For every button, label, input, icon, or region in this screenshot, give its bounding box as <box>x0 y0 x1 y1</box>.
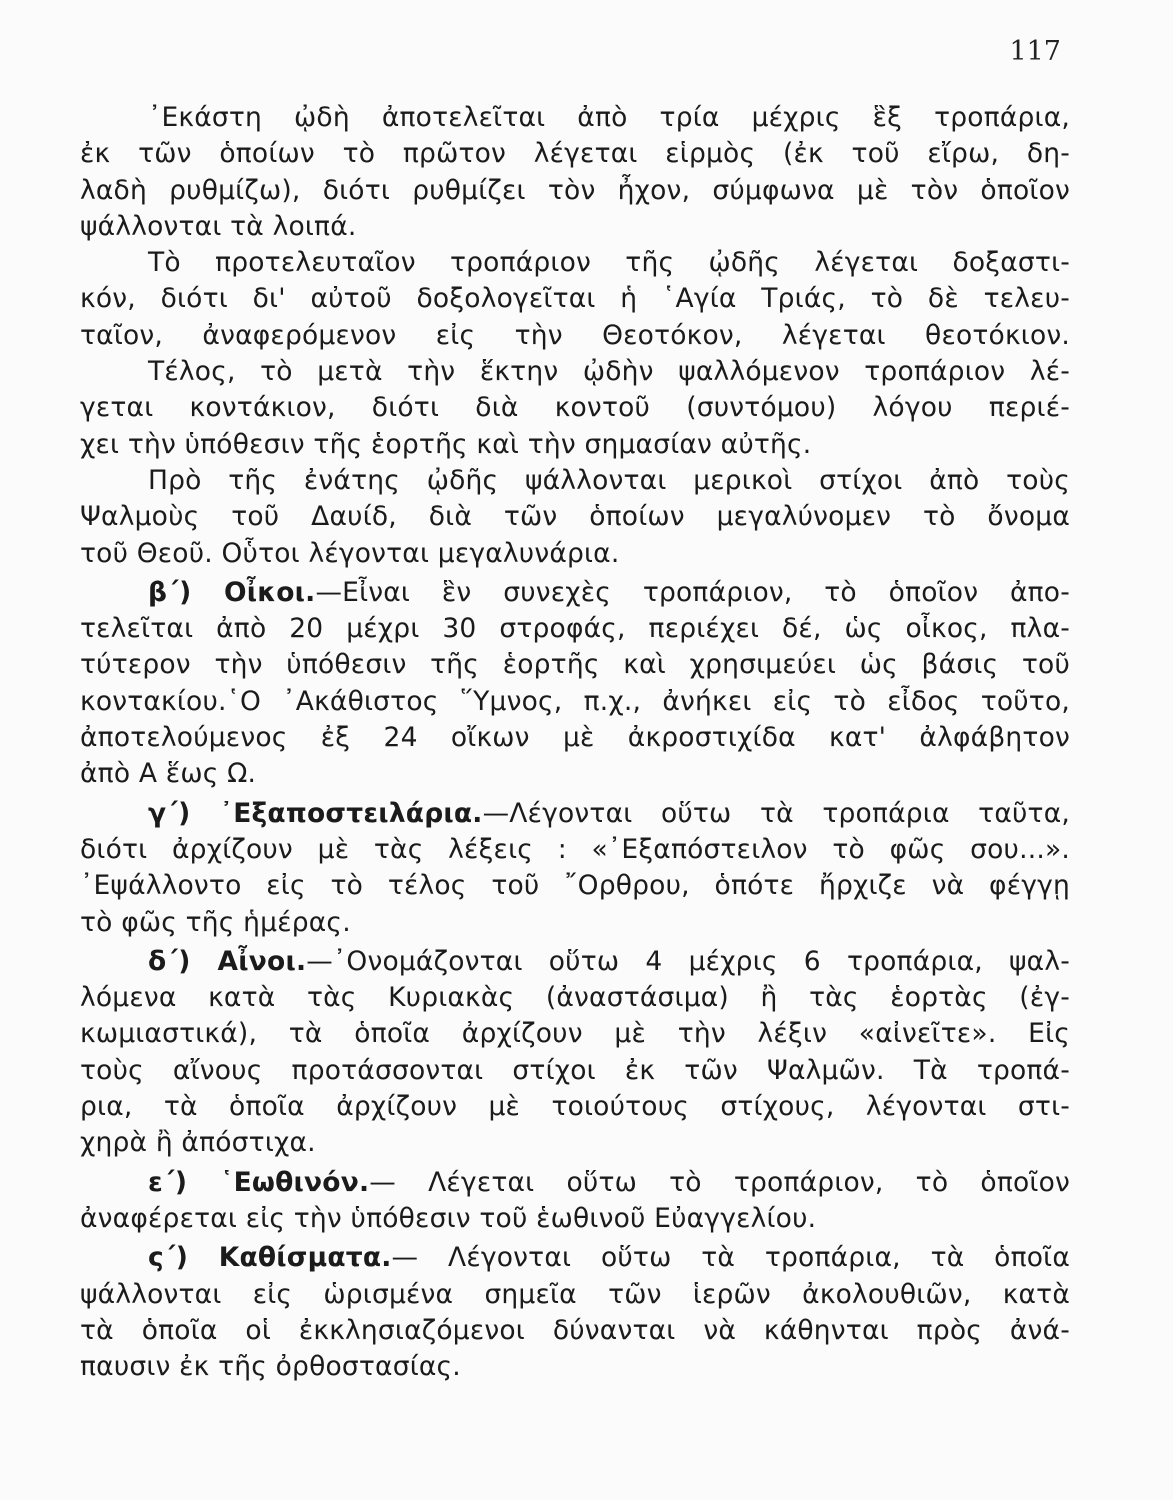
section-eothinon <box>80 1165 1070 1238</box>
section-heading: γ΄) ᾽Εξαποστειλάρια. <box>148 797 483 829</box>
text-line: παυσιν ἐκ τῆς ὀρθοστασίας. <box>80 1351 461 1383</box>
text-line: τὸ φῶς τῆς ἡμέρας. <box>80 906 351 938</box>
section-heading: ε΄) ῾Εωθινόν. <box>148 1166 370 1198</box>
section-heading: β΄) Οἶκοι. <box>148 576 316 608</box>
text-line: ἀναφέρεται εἰς τὴν ὑπόθεσιν τοῦ ἑωθινοῦ Εὐαγγελίου. <box>80 1202 817 1234</box>
text-line <box>80 796 1070 832</box>
text-line: διότι ἀρχίζουν μὲ τὰς λέξεις : «᾽Εξαπόστειλον τὸ φῶς σου...». <box>80 833 1070 865</box>
section-text: —Εἶναι ἓν συνεχὲς τροπάριον, τὸ ὁποῖον ἀπο- <box>315 576 1070 608</box>
text-line <box>80 944 1070 980</box>
paragraph <box>80 463 1070 572</box>
text-line: τοῦ Θεοῦ. Οὗτοι λέγονται μεγαλυνάρια. <box>80 537 620 569</box>
text-line: Πρὸ τῆς ἐνάτης ᾠδῆς ψάλλονται μερικοὶ στίχοι ἀπὸ τοὺς <box>148 464 1070 496</box>
text-line: λαδὴ ρυθμίζω), διότι ρυθμίζει τὸν ἦχον, σύμφωνα μὲ τὸν ὁποῖον <box>80 174 1070 206</box>
section-heading: ς΄) Καθίσματα. <box>148 1242 392 1274</box>
section-kathismata <box>80 1240 1070 1385</box>
text-line: λόμενα κατὰ τὰς Κυριακὰς (ἀναστάσιμα) ἢ τὰς ἑορτὰς (ἐγ- <box>80 982 1070 1014</box>
text-line: ἀπὸ Α ἕως Ω. <box>80 758 257 790</box>
text-line: ἐκ τῶν ὁποίων τὸ πρῶτον λέγεται εἱρμὸς (ἐκ τοῦ εἴρω, δη- <box>80 138 1070 170</box>
page-body <box>80 100 1070 1385</box>
text-line: τοὺς αἴνους προτάσσονται στίχοι ἐκ τῶν Ψαλμῶν. Τὰ τροπά- <box>80 1054 1070 1086</box>
section-oikoi <box>80 575 1070 793</box>
section-exaposteilaria <box>80 796 1070 941</box>
text-line: χει τὴν ὑπόθεσιν τῆς ἑορτῆς καὶ τὴν σημασίαν αὐτῆς. <box>80 428 812 460</box>
text-line: Ψαλμοὺς τοῦ Δαυίδ, διὰ τῶν ὁποίων μεγαλύνομεν τὸ ὄνομα <box>80 501 1070 533</box>
text-line: ψάλλονται εἰς ὡρισμένα σημεῖα τῶν ἱερῶν ἀκολουθιῶν, κατὰ <box>80 1278 1070 1310</box>
text-line: χηρὰ ἢ ἀπόστιχα. <box>80 1127 316 1159</box>
section-text: — Λέγεται οὕτω τὸ τροπάριον, τὸ ὁποῖον <box>369 1166 1070 1198</box>
text-line: τὰ ὁποῖα οἱ ἐκκλησιαζόμενοι δύνανται νὰ κάθηνται πρὸς ἀνά- <box>80 1314 1070 1346</box>
section-heading: δ΄) Αἶνοι. <box>148 945 307 977</box>
text-line: ᾽Εψάλλοντο εἰς τὸ τέλος τοῦ ῎Ορθρου, ὁπότε ἤρχιζε νὰ φέγγῃ <box>80 870 1070 902</box>
text-line: Τέλος, τὸ μετὰ τὴν ἕκτην ᾠδὴν ψαλλόμενον τροπάριον λέ- <box>148 356 1070 388</box>
page-number: 117 <box>1009 36 1061 67</box>
text-line: Τὸ προτελευταῖον τροπάριον τῆς ᾠδῆς λέγεται δοξαστι- <box>148 247 1070 279</box>
text-line: τελεῖται ἀπὸ 20 μέχρι 30 στροφάς, περιέχει δέ, ὡς οἶκος, πλα- <box>80 613 1070 645</box>
text-line: τύτερον τὴν ὑπόθεσιν τῆς ἑορτῆς καὶ χρησιμεύει ὡς βάσις τοῦ <box>80 649 1070 681</box>
section-text: — Λέγονται οὕτω τὰ τροπάρια, τὰ ὁποῖα <box>391 1242 1070 1274</box>
text-line: ρια, τὰ ὁποῖα ἀρχίζουν μὲ τοιούτους στίχους, λέγονται στι- <box>80 1091 1070 1123</box>
text-line: γεται κοντάκιον, διότι διὰ κοντοῦ (συντόμου) λόγου περιέ- <box>80 392 1070 424</box>
text-line: ᾽Εκάστη ᾠδὴ ἀποτελεῖται ἀπὸ τρία μέχρις ἓξ τροπάρια, <box>148 102 1070 133</box>
text-line: κωμιαστικά), τὰ ὁποῖα ἀρχίζουν μὲ τὴν λέξιν «αἰνεῖτε». Εἰς <box>80 1018 1070 1050</box>
paragraph <box>80 245 1070 354</box>
text-line <box>80 1240 1070 1276</box>
text-line: ψάλλονται τὰ λοιπά. <box>80 210 357 242</box>
section-text: —᾽Ονομάζονται οὕτω 4 μέχρις 6 τροπάρια, ψαλ- <box>306 945 1070 977</box>
section-ainoi <box>80 944 1070 1162</box>
text-line: κόν, διότι δι' αὐτοῦ δοξολογεῖται ἡ ῾Αγία Τριάς, τὸ δὲ τελευ- <box>80 283 1070 315</box>
paragraph <box>80 354 1070 463</box>
text-line: ταῖον, ἀναφερόμενον εἰς τὴν Θεοτόκον, λέγεται θεοτόκιον. <box>80 319 1070 351</box>
text-line <box>80 575 1070 611</box>
text-line: ἀποτελούμενος ἐξ 24 οἴκων μὲ ἀκροστιχίδα κατ' ἀλφάβητον <box>80 722 1070 754</box>
paragraph <box>80 100 1070 245</box>
section-text: —Λέγονται οὕτω τὰ τροπάρια ταῦτα, <box>482 797 1070 829</box>
text-line: κοντακίου.῾Ο ᾽Ακάθιστος ῞Υμνος, π.χ., ἀνήκει εἰς τὸ εἶδος τοῦτο, <box>80 685 1070 717</box>
text-line <box>80 1165 1070 1201</box>
